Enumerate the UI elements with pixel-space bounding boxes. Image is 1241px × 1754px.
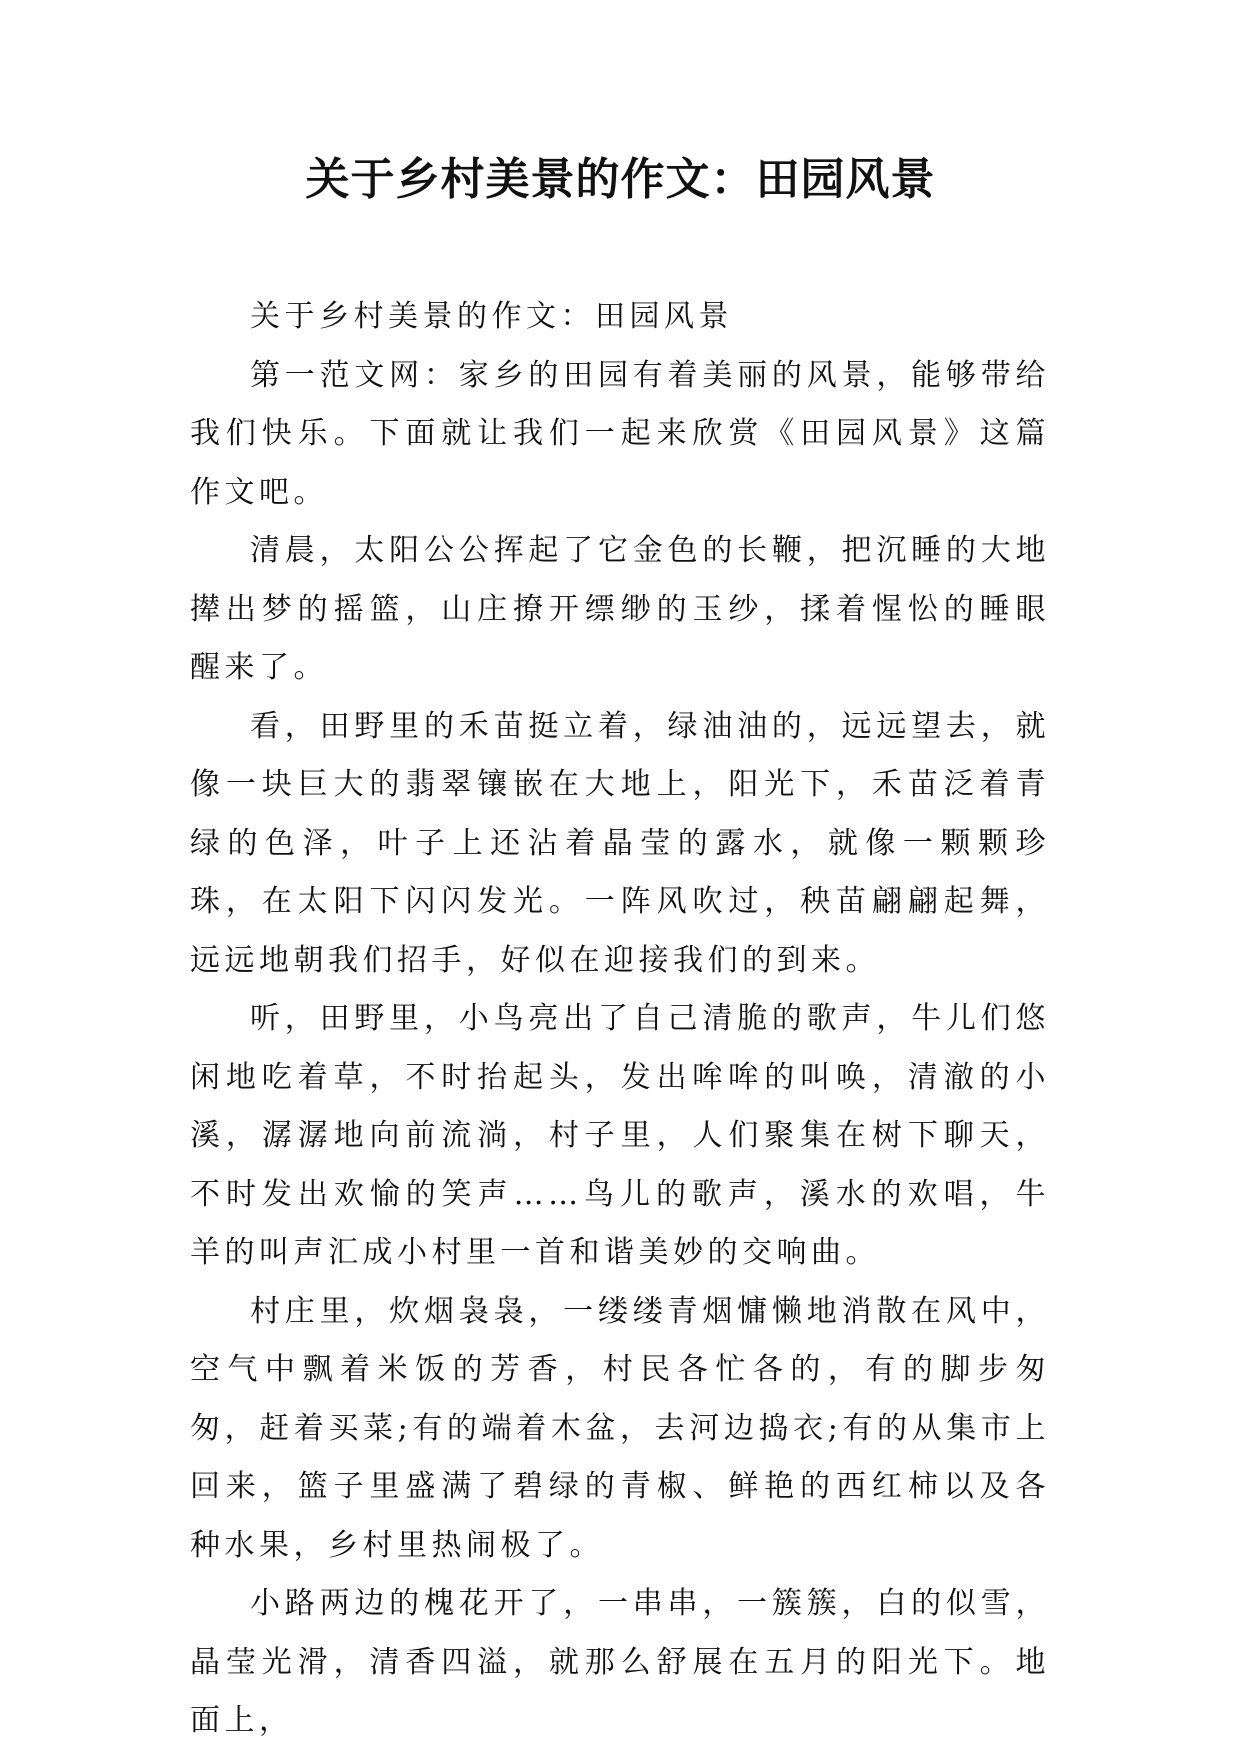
paragraph-path: 小路两边的槐花开了，一串串，一簇簇，白的似雪，晶莹光滑，清香四溢，就那么舒展在五月的阳光下。地面上， [190,1586,1050,1738]
paragraph-fields: 看，田野里的禾苗挺立着，绿油油的，远远望去，就像一块巨大的翡翠镶嵌在大地上，阳光下，禾苗泛着青绿的色泽，叶子上还沾着晶莹的露水，就像一颗颗珍珠，在太阳下闪闪发光。一阵风吹过，秧苗翩翩起舞，远远地朝我们招手，好似在迎接我们的到来。 [190,708,1050,978]
paragraph-village: 村庄里，炊烟袅袅，一缕缕青烟慵懒地消散在风中，空气中飘着米饭的芳香，村民各忙各的，有的脚步匆匆，赶着买菜;有的端着木盆，去河边捣衣;有的从集市上回来，篮子里盛满了碧绿的青椒、鲜艳的西红柿以及各种水果，乡村里热闹极了。 [190,1293,1050,1563]
document-title: 关于乡村美景的作文：田园风景 [305,154,936,205]
paragraph-subtitle: 关于乡村美景的作文：田园风景 [250,299,733,334]
paragraph-intro: 第一范文网：家乡的田园有着美丽的风景，能够带给我们快乐。下面就让我们一起来欣赏《田园风景》这篇作文吧。 [190,357,1050,510]
document-body [190,288,1050,1751]
paragraph-sounds: 听，田野里，小鸟亮出了自己清脆的歌声，牛儿们悠闲地吃着草，不时抬起头，发出哞哞的叫唤，清澈的小溪，潺潺地向前流淌，村子里，人们聚集在树下聊天，不时发出欢愉的笑声……鸟儿的歌声，溪水的欢唱，牛羊的叫声汇成小村里一首和谐美妙的交响曲。 [190,1001,1050,1270]
paragraph-morning: 清晨，太阳公公挥起了它金色的长鞭，把沉睡的大地撵出梦的摇篮，山庄撩开缥缈的玉纱，揉着惺忪的睡眼醒来了。 [190,533,1050,685]
